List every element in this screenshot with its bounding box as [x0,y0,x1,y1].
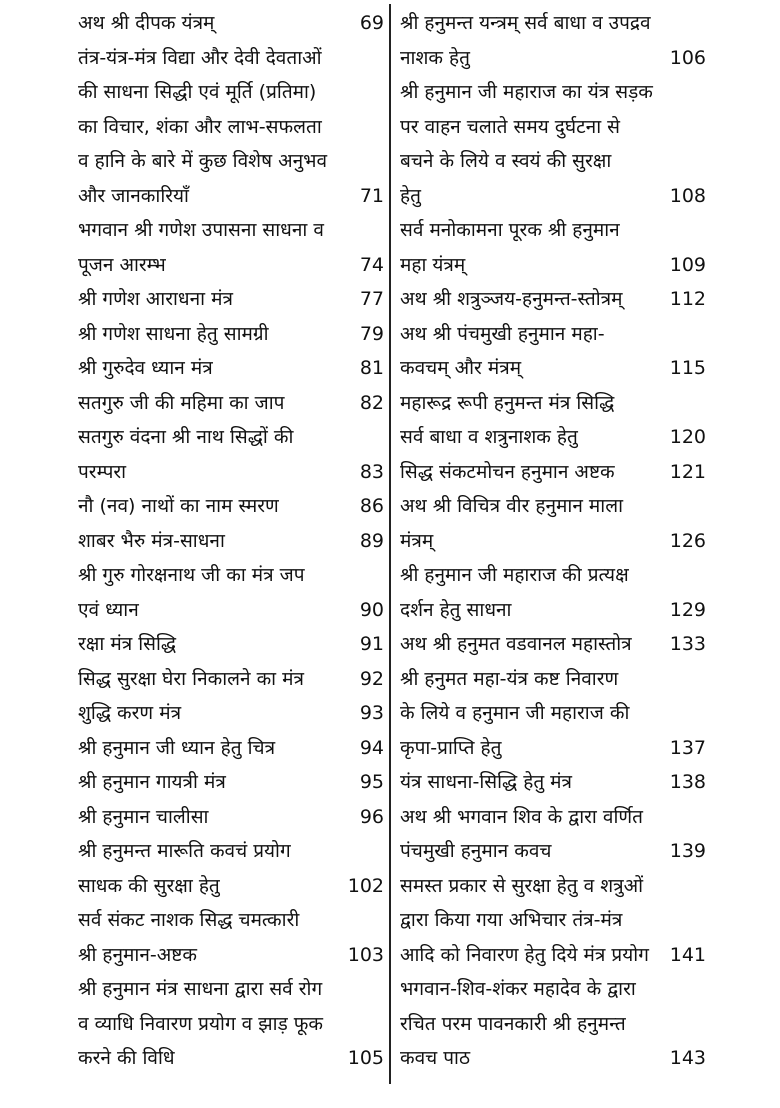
toc-entry-page-number: 141 [669,943,706,966]
toc-entry [78,1007,384,1042]
toc-entry-title: महा यंत्रम् [400,253,466,276]
toc-entry [78,524,384,559]
toc-entry-page-number: 81 [359,357,384,379]
toc-entry [78,489,384,524]
toc-entry [78,731,384,766]
toc-entry-page-number: 95 [359,771,384,793]
toc-entry-title: सर्व मनोकामना पूरक श्री हनुमान [400,219,620,241]
toc-entry-title: अथ श्री शत्रुञ्जय-हनुमन्त-स्तोत्रम् [400,288,623,310]
toc-entry-title: अथ श्री विचित्र वीर हनुमान माला [400,495,623,517]
toc-entry-page-number: 121 [669,460,706,483]
toc-entry-title: साधक की सुरक्षा हेतु [78,874,220,897]
toc-entry [400,662,706,697]
toc-entry-title: कवचम् और मंत्रम् [400,357,522,379]
toc-entry-title: श्री गुरुदेव ध्यान मंत्र [78,357,213,379]
toc-entry-title: श्री हनुमान जी ध्यान हेतु चित्र [78,736,276,759]
toc-entry [400,765,706,800]
toc-entry [400,1041,706,1076]
toc-entry [400,903,706,938]
toc-entry [78,800,384,835]
toc-entry-title: शुद्धि करण मंत्र [78,702,182,724]
toc-entry-page-number: 71 [359,184,384,207]
toc-entry [78,420,384,455]
toc-entry [78,1041,384,1076]
toc-entry-title: व व्याधि निवारण प्रयोग व झाड़ फूक [78,1012,324,1035]
toc-entry-page-number: 92 [359,667,384,690]
toc-entry [78,455,384,490]
toc-entry-title: सर्व बाधा व शत्रुनाशक हेतु [400,426,578,448]
toc-entry-page-number: 102 [347,874,384,897]
toc-entry [78,662,384,697]
toc-entry-title: अथ श्री भगवान शिव के द्वारा वर्णित [400,805,643,828]
toc-entry-page-number: 93 [359,702,384,724]
toc-entry [78,213,384,248]
toc-entry-title: पर वाहन चलाते समय दुर्घटना से [400,115,621,138]
toc-entry [78,765,384,800]
toc-entry-title: व हानि के बारे में कुछ विशेष अनुभव [78,150,328,172]
toc-entry-title: सतगुरु जी की महिमा का जाप [78,391,285,414]
toc-entry-title: नौ (नव) नाथों का नाम स्मरण [78,495,279,517]
toc-entry-title: बचने के लिये व स्वयं की सुरक्षा [400,150,612,172]
toc-entry-title: भगवान श्री गणेश उपासना साधना व [78,219,324,241]
toc-entry-page-number: 105 [347,1047,384,1069]
toc-entry [78,110,384,145]
toc-entry [78,386,384,421]
toc-entry-title: श्री हनुमन्त मारूति कवचं प्रयोग [78,840,291,862]
toc-entry-title: सतगुरु वंदना श्री नाथ सिद्धों की [78,426,294,448]
toc-entry [400,144,706,179]
toc-entry-title: श्री हनुमन्त यन्त्रम् सर्व बाधा व उपद्रव [400,12,651,34]
toc-entry [400,696,706,731]
toc-entry-title: रक्षा मंत्र सिद्धि [78,633,177,655]
toc-entry [78,248,384,283]
toc-entry [78,75,384,110]
toc-entry [400,317,706,352]
toc-entry [400,558,706,593]
toc-entry-title: श्री गुरु गोरक्षनाथ जी का मंत्र जप [78,564,305,586]
toc-entry [400,420,706,455]
toc-entry-title: पूजन आरम्भ [78,253,166,276]
toc-entry [78,317,384,352]
toc-entry-page-number: 89 [359,529,384,552]
toc-entry-page-number: 91 [359,633,384,655]
toc-entry-page-number: 106 [669,46,706,69]
toc-entry-title: द्वारा किया गया अभिचार तंत्र-मंत्र [400,909,623,931]
toc-entry [78,972,384,1007]
toc-entry-page-number: 109 [669,253,706,276]
toc-entry-page-number: 143 [669,1047,706,1069]
toc-entry [400,972,706,1007]
toc-entry [400,1007,706,1042]
toc-entry-title: नाशक हेतु [400,46,470,69]
toc-entry [400,834,706,869]
toc-entry-title: समस्त प्रकार से सुरक्षा हेतु व शत्रुओं [400,874,644,897]
toc-entry-page-number: 69 [359,12,384,34]
toc-entry-page-number: 120 [669,426,706,448]
toc-entry-title: सिद्ध सुरक्षा घेरा निकालने का मंत्र [78,667,304,690]
toc-entry-title: दर्शन हेतु साधना [400,598,512,621]
toc-entry [400,800,706,835]
toc-entry-page-number: 126 [669,529,706,552]
toc-entry [78,179,384,214]
toc-entry-page-number: 96 [359,805,384,828]
toc-entry [400,938,706,973]
toc-entry-title: कवच पाठ [400,1047,471,1069]
toc-entry [78,627,384,662]
toc-entry [400,489,706,524]
toc-entry [78,696,384,731]
toc-entry-title: रचित परम पावनकारी श्री हनुमन्त [400,1012,626,1035]
toc-entry [78,144,384,179]
toc-entry [78,938,384,973]
toc-entry-title: श्री हनुमान मंत्र साधना द्वारा सर्व रोग [78,978,323,1000]
toc-entry-title: श्री हनुमान जी महाराज की प्रत्यक्ष [400,564,629,586]
toc-entry [400,213,706,248]
toc-entry [78,351,384,386]
toc-entry-page-number: 112 [669,288,706,310]
toc-entry-page-number: 137 [669,736,706,759]
toc-entry-title: श्री हनुमान-अष्टक [78,943,197,966]
toc-entry-page-number: 139 [669,840,706,862]
toc-entry [400,41,706,76]
toc-entry [400,110,706,145]
toc-entry [400,75,706,110]
toc-entry-page-number: 82 [359,391,384,414]
toc-entry-title: सिद्ध संकटमोचन हनुमान अष्टक [400,460,615,483]
toc-entry-title: भगवान-शिव-शंकर महादेव के द्वारा [400,978,636,1000]
toc-entry-page-number: 103 [347,943,384,966]
toc-right-column [400,6,706,1076]
toc-entry-title: सर्व संकट नाशक सिद्ध चमत्कारी [78,909,300,931]
toc-entry-title: आदि को निवारण हेतु दिये मंत्र प्रयोग [400,943,649,966]
toc-entry [78,593,384,628]
toc-entry-page-number: 133 [669,633,706,655]
toc-entry-title: शाबर भैरु मंत्र-साधना [78,529,225,552]
toc-entry [78,6,384,41]
toc-entry-title: हेतु [400,184,421,207]
toc-entry-title: एवं ध्यान [78,598,139,621]
toc-entry [400,455,706,490]
toc-entry-title: और जानकारियाँ [78,184,189,207]
toc-entry-page-number: 108 [669,184,706,207]
toc-entry-title: यंत्र साधना-सिद्धि हेतु मंत्र [400,771,573,793]
toc-entry-title: मंत्रम् [400,529,434,552]
toc-entry-title: श्री हनुमान गायत्री मंत्र [78,771,226,793]
toc-entry [400,248,706,283]
toc-entry [78,41,384,76]
toc-entry-title: का विचार, शंका और लाभ-सफलता [78,115,322,138]
toc-entry [400,282,706,317]
toc-entry-title: की साधना सिद्धी एवं मूर्ति (प्रतिमा) [78,81,317,103]
toc-entry [400,351,706,386]
toc-entry-title: श्री गणेश आराधना मंत्र [78,288,233,310]
toc-entry-page-number: 94 [359,736,384,759]
toc-entry-title: महारूद्र रूपी हनुमन्त मंत्र सिद्धि [400,391,615,414]
toc-entry-title: श्री गणेश साधना हेतु सामग्री [78,322,269,345]
toc-left-column [78,6,384,1076]
toc-entry [400,593,706,628]
toc-entry [400,731,706,766]
toc-entry-page-number: 86 [359,495,384,517]
toc-entry-title: कृपा-प्राप्ति हेतु [400,736,502,759]
toc-entry-page-number: 138 [669,771,706,793]
toc-entry-title: परम्परा [78,460,127,483]
toc-entry [78,834,384,869]
toc-entry [400,386,706,421]
toc-entry [78,869,384,904]
toc-entry-page-number: 77 [359,288,384,310]
toc-entry-page-number: 79 [359,322,384,345]
toc-entry-title: श्री हनुमत महा-यंत्र कष्ट निवारण [400,667,619,690]
toc-entry [78,558,384,593]
toc-entry [400,627,706,662]
toc-entry [400,524,706,559]
column-divider [389,4,391,1084]
toc-entry-title: पंचमुखी हनुमान कवच [400,840,552,862]
toc-entry-title: तंत्र-यंत्र-मंत्र विद्या और देवी देवताओं [78,46,322,69]
toc-entry-title: के लिये व हनुमान जी महाराज की [400,702,630,724]
toc-entry-page-number: 115 [669,357,706,379]
toc-entry-title: श्री हनुमान चालीसा [78,805,209,828]
toc-entry-title: करने की विधि [78,1047,175,1069]
toc-entry [400,6,706,41]
toc-entry-page-number: 90 [359,598,384,621]
toc-entry-title: अथ श्री दीपक यंत्रम् [78,12,215,34]
toc-entry [400,869,706,904]
toc-entry-title: अथ श्री पंचमुखी हनुमान महा- [400,322,605,345]
toc-entry [78,282,384,317]
toc-entry-page-number: 129 [669,598,706,621]
toc-entry [78,903,384,938]
toc-entry [400,179,706,214]
toc-entry-title: श्री हनुमान जी महाराज का यंत्र सड़क [400,81,653,103]
toc-entry-title: अथ श्री हनुमत वडवानल महास्तोत्र [400,633,632,655]
toc-entry-page-number: 74 [359,253,384,276]
toc-entry-page-number: 83 [359,460,384,483]
